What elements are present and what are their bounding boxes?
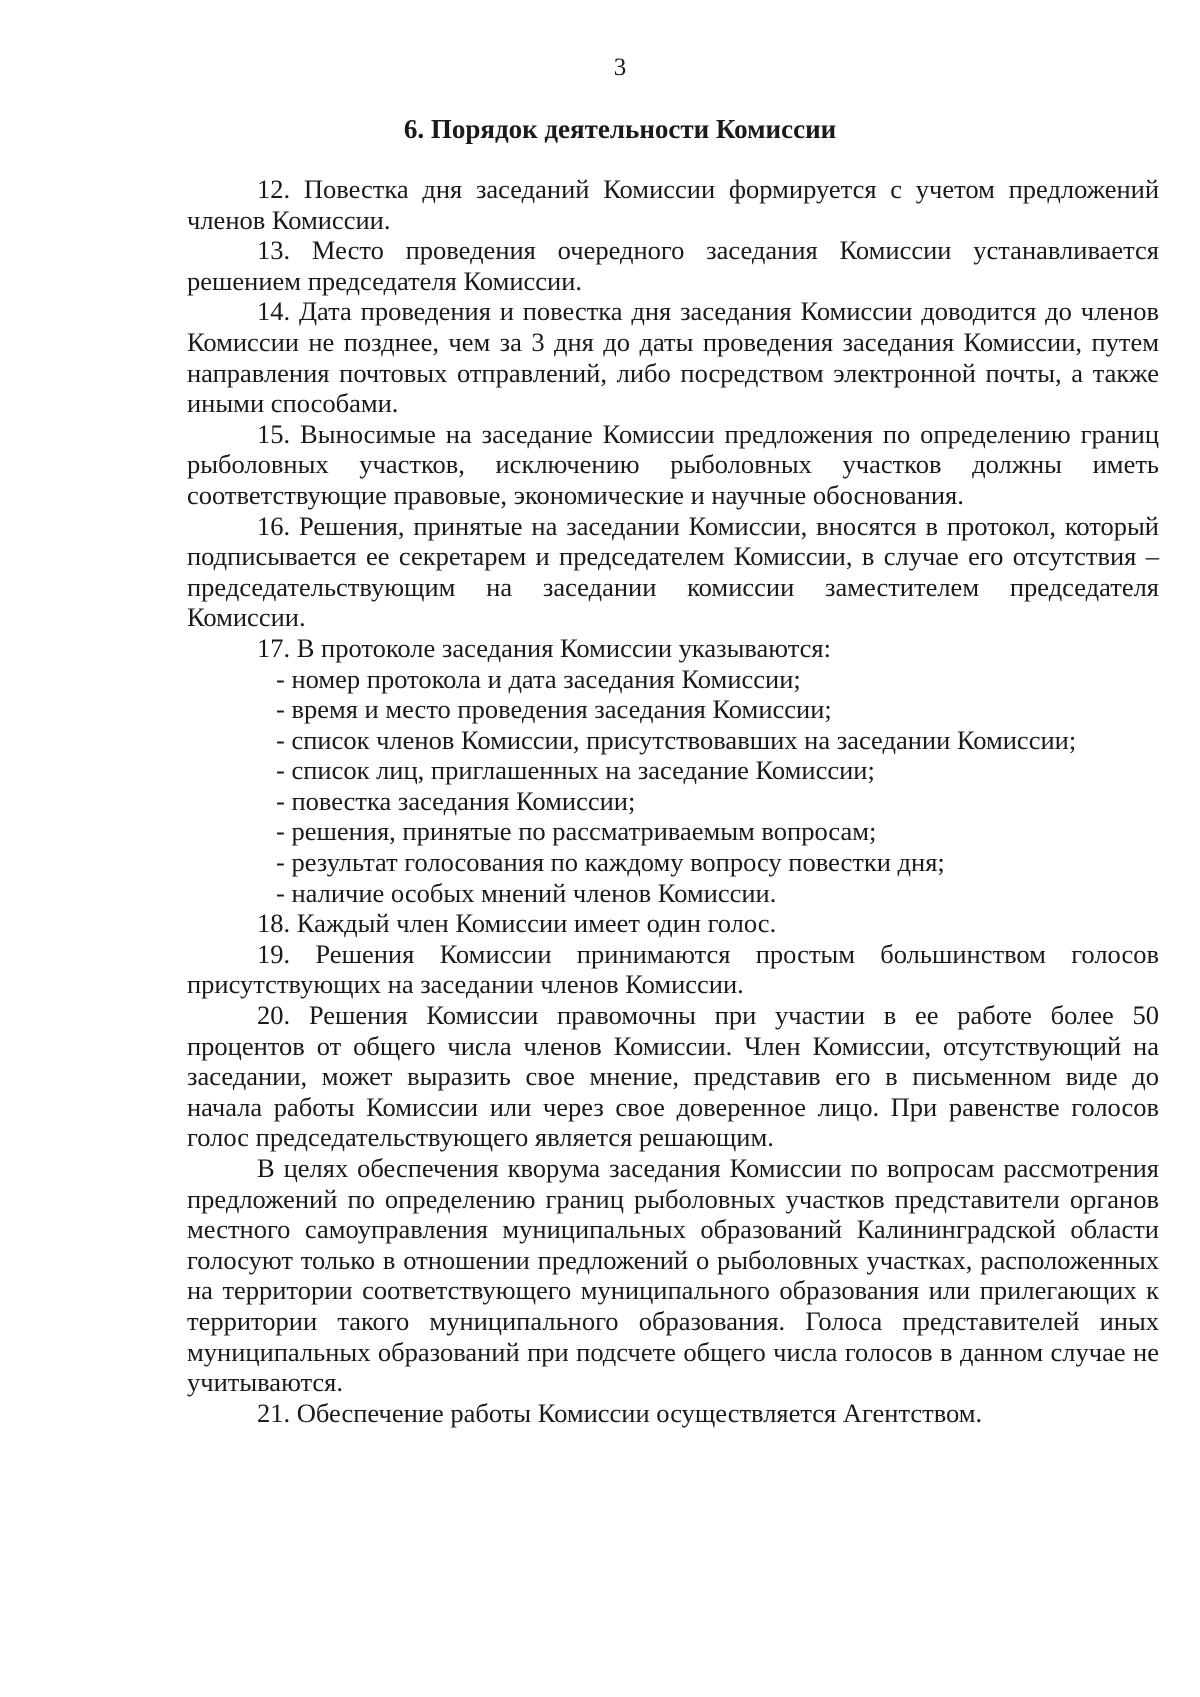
- protocol-item: - список лиц, приглашенных на заседание Комиссии;: [276, 755, 875, 786]
- paragraph-19: 19. Решения Комиссии принимаются простым большинством голосов присутствующих на заседании членов Комиссии.: [187, 938, 1159, 1000]
- paragraph-17: 17. В протоколе заседания Комиссии указываются:: [257, 632, 831, 663]
- paragraph-12: 12. Повестка дня заседаний Комиссии формируется с учетом предложений членов Комиссии.: [187, 174, 1159, 235]
- protocol-item: - время и место проведения заседания Комиссии;: [276, 694, 832, 725]
- paragraph-18: 18. Каждый член Комиссии имеет один голос.: [257, 908, 777, 939]
- protocol-item: - решения, принятые по рассматриваемым вопросам;: [276, 816, 877, 847]
- page-number: 3: [613, 54, 627, 81]
- paragraph-14: 14. Дата проведения и повестка дня заседания Комиссии доводится до членов Комиссии не позднее, чем за 3 дня до даты проведения заседания Комиссии, путем направления почтовых отправлений, либо посредством электронной почты, а также иными способами.: [187, 296, 1159, 419]
- paragraph-13: 13. Место проведения очередного заседания Комиссии устанавливается решением председателя Комиссии.: [187, 235, 1159, 296]
- protocol-item: - номер протокола и дата заседания Комиссии;: [276, 663, 801, 694]
- body-text: [187, 174, 1159, 1428]
- paragraph-21: 21. Обеспечение работы Комиссии осуществляется Агентством.: [257, 1397, 983, 1428]
- paragraph-16: 16. Решения, принятые на заседании Комиссии, вносятся в протокол, который подписывается ее секретарем и председателем Комиссии, в случае его отсутствия – председательствующим на заседании комиссии заместителем председателя Комиссии.: [187, 510, 1159, 633]
- section-title: 6. Порядок деятельности Комиссии: [403, 114, 837, 144]
- paragraph-20: 20. Решения Комиссии правомочны при участии в ее работе более 50 процентов от общего числа членов Комиссии. Член Комиссии, отсутствующий на заседании, может выразить свое мнение, представив его в письменном виде до начала работы Комиссии или через свое доверенное лицо. При равенстве голосов голос председательствующего является решающим.: [187, 1000, 1159, 1153]
- protocol-item: - результат голосования по каждому вопросу повестки дня;: [276, 847, 945, 878]
- protocol-item: - список членов Комиссии, присутствовавших на заседании Комиссии;: [276, 724, 1077, 755]
- paragraph-quorum: В целях обеспечения кворума заседания Комиссии по вопросам рассмотрения предложений по определению границ рыболовных участков представители органов местного самоуправления муниципальных образований Калининградской области голосуют только в отношении предложений о рыболовных участках, расположенных на территории соответствующего муниципального образования или прилегающих к территории такого муниципального образования. Голоса представителей иных муниципальных образований при подсчете общего числа голосов в данном случае не учитываются.: [187, 1153, 1159, 1398]
- protocol-item: - повестка заседания Комиссии;: [276, 785, 636, 816]
- paragraph-15: 15. Выносимые на заседание Комиссии предложения по определению границ рыболовных участков, исключению рыболовных участков должны иметь соответствующие правовые, экономические и научные обоснования.: [187, 418, 1159, 510]
- protocol-item: - наличие особых мнений членов Комиссии.: [276, 877, 777, 908]
